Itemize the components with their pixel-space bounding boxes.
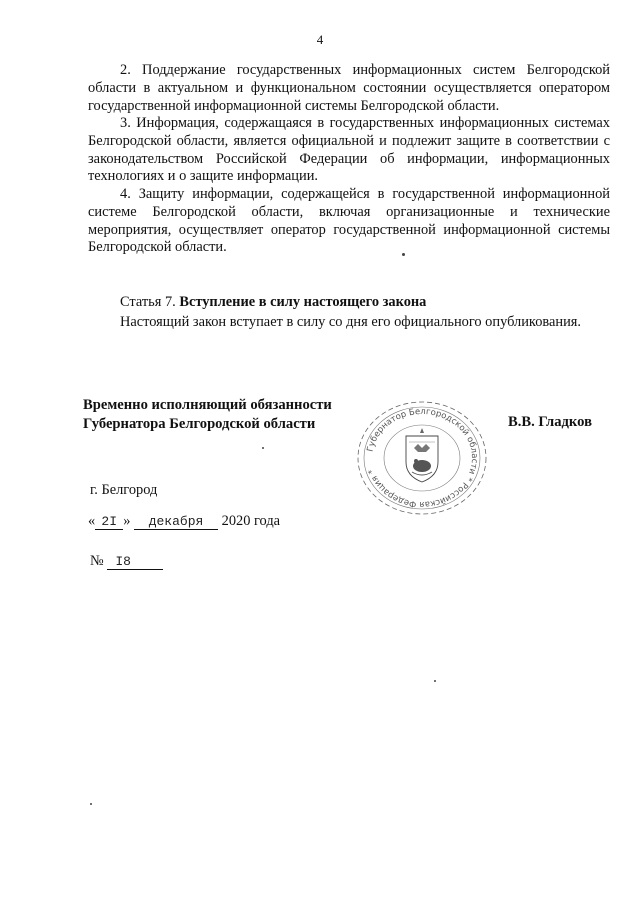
scan-speck <box>402 253 405 256</box>
city: г. Белгород <box>90 482 158 498</box>
article-label: Статья 7. <box>120 294 176 310</box>
body-paragraph-3: 3. Информация, содержащаяся в государственных информационных системах Белгородской области, является официальной и подлежит защите в соответствии с законодательством Российской Федерации об информации, информационных технологиях и о защите информации. <box>88 115 610 185</box>
number-value: I8 <box>107 555 163 570</box>
date-open-quote: « <box>88 513 96 529</box>
page-number: 4 <box>316 32 324 47</box>
date-year: 2020 года <box>221 513 281 529</box>
body-paragraph-2: 2. Поддержание государственных информационных систем Белгородской области в актуальном и функциональном состоянии осуществляется оператором государственной информационной системы Белгородской области. <box>88 62 610 114</box>
body-paragraph-4: 4. Защиту информации, содержащейся в государственной информационной системе Белгородской области, включая организационные и технические мероприятия, осуществляет оператор государственной информационной системы Белгородской области. <box>88 186 610 256</box>
signer-title-line-1: Временно исполняющий обязанности <box>83 397 332 413</box>
article-text: Настоящий закон вступает в силу со дня его официального опубликования. <box>120 314 581 330</box>
number-label: № <box>90 553 104 569</box>
date-day: 2I <box>95 515 123 530</box>
scan-speck <box>434 680 436 682</box>
date-month: декабря <box>134 515 218 530</box>
scan-speck <box>262 447 264 449</box>
law-number <box>90 553 163 570</box>
governor-seal <box>354 398 490 518</box>
scan-speck <box>90 803 92 805</box>
signer-name: В.В. Гладков <box>508 414 592 430</box>
article-title: Вступление в силу настоящего закона <box>179 294 427 310</box>
article-heading <box>120 293 426 311</box>
date-close-quote: » <box>123 513 131 529</box>
signing-date <box>88 513 280 530</box>
coat-of-arms-icon <box>406 428 438 482</box>
seal-ring-text: Губернатор Белгородской области * Российская Федерация * <box>365 406 480 510</box>
signer-title <box>83 396 332 433</box>
signer-title-line-2: Губернатора Белгородской области <box>83 415 316 432</box>
